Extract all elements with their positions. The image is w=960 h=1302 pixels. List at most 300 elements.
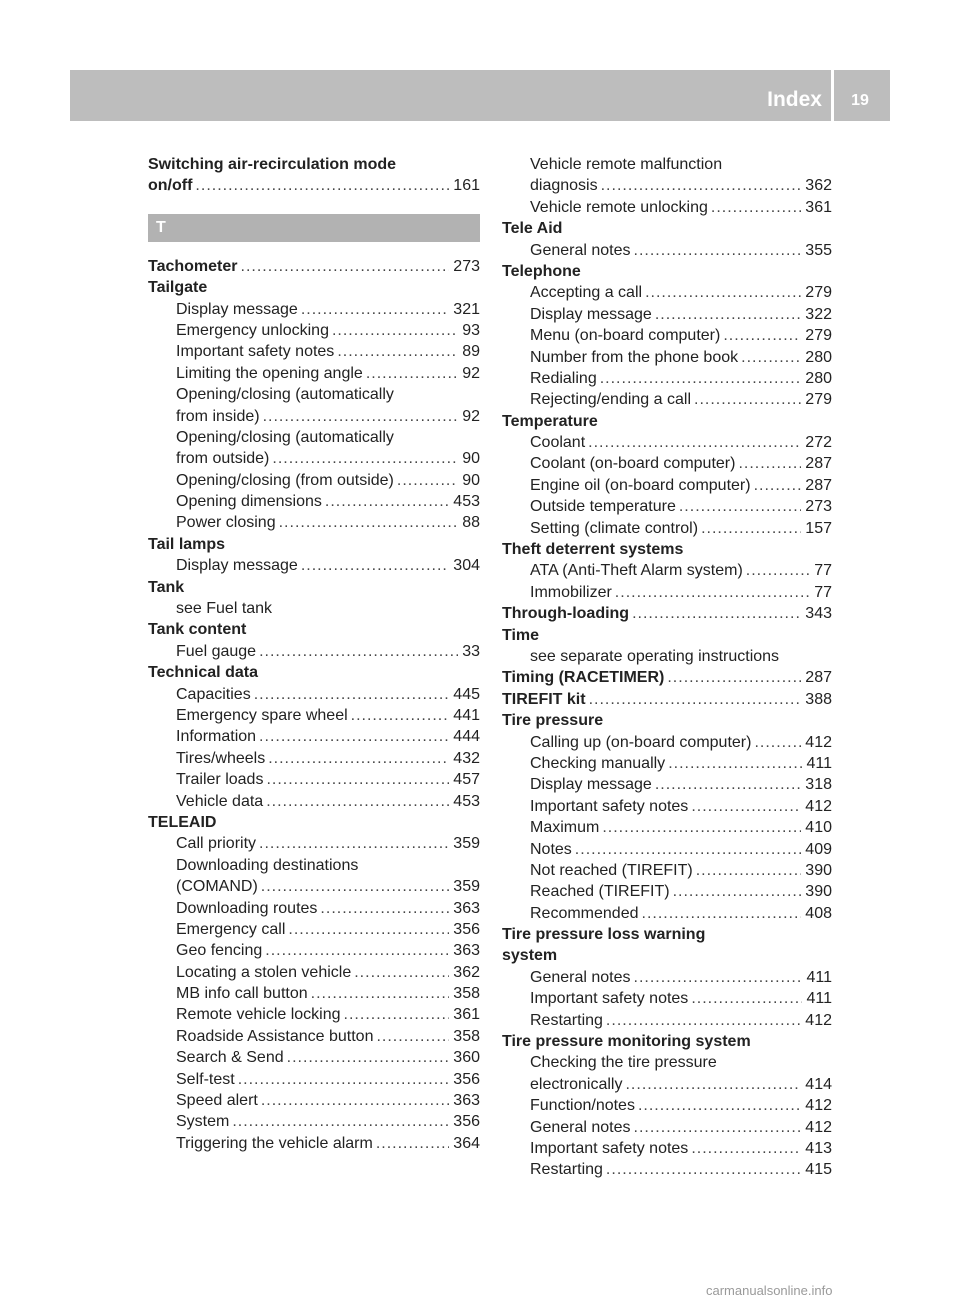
page-reference: 408 <box>805 904 832 922</box>
entry-text: see Fuel tank <box>176 600 273 618</box>
dot-leader <box>738 453 801 474</box>
page-reference: 90 <box>462 471 480 489</box>
entry-text: Display message <box>176 557 298 575</box>
index-subentry <box>148 512 480 533</box>
index-entry-heading <box>502 667 832 688</box>
dot-leader <box>625 1074 801 1095</box>
entry-text: Power closing <box>176 514 276 532</box>
index-subentry <box>148 363 480 384</box>
entry-text: Restarting <box>530 1011 603 1029</box>
dot-leader <box>311 983 450 1004</box>
entry-text: Call priority <box>176 835 257 853</box>
index-entry-heading <box>148 154 480 175</box>
index-entry-heading <box>148 534 480 555</box>
dot-leader <box>701 518 801 539</box>
entry-text: Important safety notes <box>530 990 689 1008</box>
index-subentry <box>502 304 832 325</box>
dot-leader <box>589 689 802 710</box>
index-subentry <box>502 453 832 474</box>
entry-text: Opening dimensions <box>176 493 322 511</box>
dot-leader <box>241 256 450 277</box>
entry-text: Coolant <box>530 434 586 452</box>
entry-text: (COMAND) <box>176 878 258 896</box>
entry-text: Maximum <box>530 819 600 837</box>
index-subentry <box>502 903 832 924</box>
dot-leader <box>259 726 449 747</box>
entry-text: Tachometer <box>148 257 238 275</box>
index-group-top <box>148 154 480 197</box>
entry-text: Calling up (on-board computer) <box>530 733 752 751</box>
index-entry-heading <box>502 924 832 945</box>
dot-leader <box>711 197 801 218</box>
entry-text: Number from the phone book <box>530 348 739 366</box>
entry-text: Tele Aid <box>502 220 563 238</box>
header-divider <box>831 70 834 121</box>
index-subentry <box>502 175 832 196</box>
page-reference: 279 <box>805 284 832 302</box>
page-reference: 432 <box>453 749 480 767</box>
index-subentry <box>148 320 480 341</box>
dot-leader <box>634 1117 802 1138</box>
entry-text: Speed alert <box>176 1092 258 1110</box>
page-reference: 360 <box>453 1049 480 1067</box>
entry-text: Vehicle remote unlocking <box>530 198 708 216</box>
page-reference: 272 <box>805 434 832 452</box>
page-reference: 359 <box>453 878 480 896</box>
index-subentry <box>148 491 480 512</box>
entry-text: Important safety notes <box>530 1139 689 1157</box>
index-subentry <box>502 154 832 175</box>
dot-leader <box>232 1111 449 1132</box>
index-subentry <box>502 197 832 218</box>
page-reference: 363 <box>453 942 480 960</box>
entry-text: Fuel gauge <box>176 642 257 660</box>
page-reference: 33 <box>462 642 480 660</box>
entry-text: Emergency call <box>176 920 286 938</box>
dot-leader <box>741 347 801 368</box>
page-reference: 363 <box>453 899 480 917</box>
page-reference: 414 <box>805 1075 832 1093</box>
dot-leader <box>288 919 449 940</box>
index-subentry <box>502 240 832 261</box>
page-reference: 287 <box>805 669 832 687</box>
index-column-left <box>148 154 480 1154</box>
index-entry-heading <box>502 625 832 646</box>
entry-text: Notes <box>530 840 572 858</box>
entry-text: Coolant (on-board computer) <box>530 455 736 473</box>
dot-leader <box>655 304 801 325</box>
index-subentry <box>148 427 480 448</box>
entry-text: General notes <box>530 1118 631 1136</box>
entry-text: Tire pressure monitoring system <box>502 1033 751 1051</box>
index-subentry <box>148 855 480 876</box>
entry-text: Display message <box>176 300 298 318</box>
dot-leader <box>691 988 802 1009</box>
page-reference: 445 <box>453 685 480 703</box>
dot-leader <box>279 512 459 533</box>
index-subentry <box>148 919 480 940</box>
dot-leader <box>272 448 458 469</box>
entry-text: TIREFIT kit <box>502 690 586 708</box>
page-reference: 355 <box>805 241 832 259</box>
entry-text: General notes <box>530 968 631 986</box>
index-subentry <box>148 876 480 897</box>
index-subentry <box>502 368 832 389</box>
watermark-text: carmanualsonline.info <box>706 1283 833 1298</box>
page-reference: 356 <box>453 920 480 938</box>
dot-leader <box>642 903 802 924</box>
index-subentry <box>148 684 480 705</box>
entry-text: Immobilizer <box>530 583 612 601</box>
page-reference: 89 <box>462 343 480 361</box>
page-reference: 356 <box>453 1070 480 1088</box>
dot-leader <box>261 1090 449 1111</box>
entry-text: Through-loading <box>502 605 630 623</box>
dot-leader <box>287 1047 450 1068</box>
page-reference: 92 <box>462 407 480 425</box>
page-reference: 388 <box>805 690 832 708</box>
index-subentry <box>502 988 832 1009</box>
index-subentry <box>502 817 832 838</box>
dot-leader <box>600 368 802 389</box>
entry-text: Important safety notes <box>530 797 689 815</box>
entry-text: Recommended <box>530 904 639 922</box>
index-subentry <box>502 1159 832 1180</box>
entry-text: system <box>502 947 558 965</box>
page-reference: 161 <box>453 177 480 195</box>
dot-leader <box>754 732 801 753</box>
entry-text: Checking the tire pressure <box>530 1054 717 1072</box>
index-subentry <box>148 448 480 469</box>
entry-text: Theft deterrent systems <box>502 541 684 559</box>
entry-text: Capacities <box>176 685 251 703</box>
page-reference: 361 <box>805 198 832 216</box>
index-subentry <box>502 732 832 753</box>
page-reference: 453 <box>453 792 480 810</box>
entry-text: Emergency spare wheel <box>176 706 348 724</box>
index-subentry <box>502 967 832 988</box>
entry-text: Downloading destinations <box>176 856 359 874</box>
page-reference: 410 <box>805 819 832 837</box>
index-subentry <box>148 1111 480 1132</box>
index-subentry <box>502 1095 832 1116</box>
dot-leader <box>268 748 449 769</box>
entry-text: Checking manually <box>530 754 666 772</box>
page-reference: 412 <box>805 1097 832 1115</box>
page-reference: 280 <box>805 348 832 366</box>
page-number: 19 <box>851 92 869 109</box>
index-subentry <box>148 641 480 662</box>
page-reference: 444 <box>453 728 480 746</box>
index-entry-heading <box>502 411 832 432</box>
index-subentry <box>148 1069 480 1090</box>
entry-text: Display message <box>530 776 652 794</box>
index-subentry <box>502 475 832 496</box>
dot-leader <box>337 341 458 362</box>
index-subentry <box>148 1133 480 1154</box>
index-subentry <box>502 774 832 795</box>
page-title: Index <box>767 88 822 111</box>
entry-text: Opening/closing (automatically <box>176 386 394 404</box>
entry-text: Geo fencing <box>176 942 263 960</box>
entry-text: Reached (TIREFIT) <box>530 883 670 901</box>
entry-text: Display message <box>530 305 652 323</box>
entry-text: TELEAID <box>148 813 217 831</box>
entry-text: electronically <box>530 1075 623 1093</box>
index-entry-heading <box>148 256 480 277</box>
index-subentry <box>502 1138 832 1159</box>
entry-text: Function/notes <box>530 1097 635 1115</box>
dot-leader <box>366 363 458 384</box>
index-list-right <box>502 154 832 1181</box>
dot-leader <box>259 833 449 854</box>
dot-leader <box>606 1159 801 1180</box>
dot-leader <box>332 320 458 341</box>
entry-text: Opening/closing (from outside) <box>176 471 394 489</box>
page-reference: 322 <box>805 305 832 323</box>
entry-text: Telephone <box>502 262 581 280</box>
index-entry-heading <box>502 539 832 560</box>
index-subentry <box>148 470 480 491</box>
entry-text: Roadside Assistance button <box>176 1027 374 1045</box>
index-entry-heading <box>502 603 832 624</box>
dot-leader <box>615 582 810 603</box>
index-subentry <box>502 646 832 667</box>
dot-leader <box>325 491 449 512</box>
dot-leader <box>655 774 801 795</box>
dot-leader <box>376 1026 449 1047</box>
index-subentry <box>148 833 480 854</box>
entry-text: Tail lamps <box>148 535 226 553</box>
entry-text: General notes <box>530 241 631 259</box>
dot-leader <box>254 684 450 705</box>
entry-text: see separate operating instructions <box>530 647 780 665</box>
index-subentry <box>148 940 480 961</box>
dot-leader <box>746 560 810 581</box>
dot-leader <box>588 432 801 453</box>
index-subentry <box>148 791 480 812</box>
entry-text: Emergency unlocking <box>176 321 329 339</box>
entry-text: Time <box>502 626 540 644</box>
page-reference: 362 <box>453 963 480 981</box>
entry-text: Remote vehicle locking <box>176 1006 341 1024</box>
index-subentry <box>148 1047 480 1068</box>
dot-leader <box>266 791 449 812</box>
entry-text: Self-test <box>176 1070 235 1088</box>
index-subentry <box>502 1010 832 1031</box>
index-entry-heading <box>502 261 832 282</box>
entry-text: Vehicle data <box>176 792 264 810</box>
page-reference: 157 <box>805 519 832 537</box>
page-reference: 413 <box>805 1139 832 1157</box>
entry-text: Downloading routes <box>176 899 318 917</box>
page-reference: 362 <box>805 177 832 195</box>
index-subentry <box>148 898 480 919</box>
page-reference: 358 <box>453 985 480 1003</box>
page-reference: 411 <box>806 990 832 1008</box>
dot-leader <box>691 796 801 817</box>
dot-leader <box>691 1138 801 1159</box>
entry-text: Accepting a call <box>530 284 643 302</box>
entry-text: Tailgate <box>148 279 208 297</box>
entry-text: Limiting the opening angle <box>176 364 363 382</box>
index-entry-heading <box>502 218 832 239</box>
entry-text: Information <box>176 728 257 746</box>
dot-leader <box>673 881 802 902</box>
page-reference: 90 <box>462 450 480 468</box>
page-reference: 279 <box>805 391 832 409</box>
entry-text: Tank <box>148 578 185 596</box>
dot-leader <box>606 1010 801 1031</box>
dot-leader <box>397 470 458 491</box>
index-subentry <box>502 582 832 603</box>
index-subentry <box>148 705 480 726</box>
page-reference: 359 <box>453 835 480 853</box>
index-subentry <box>148 748 480 769</box>
dot-leader <box>301 555 449 576</box>
entry-text: Locating a stolen vehicle <box>176 963 352 981</box>
entry-text: Engine oil (on-board computer) <box>530 476 751 494</box>
entry-text: Tire pressure <box>502 712 604 730</box>
page-reference: 412 <box>805 1011 832 1029</box>
index-subentry <box>148 983 480 1004</box>
page-reference: 453 <box>453 493 480 511</box>
index-subentry <box>502 1052 832 1073</box>
index-subentry <box>502 518 832 539</box>
dot-leader <box>266 769 449 790</box>
dot-leader <box>575 839 802 860</box>
page-reference: 77 <box>814 562 832 580</box>
index-subentry <box>502 347 832 368</box>
page-reference: 390 <box>805 861 832 879</box>
page-reference: 273 <box>453 257 480 275</box>
dot-leader <box>376 1133 449 1154</box>
index-subentry <box>502 796 832 817</box>
dot-leader <box>238 1069 450 1090</box>
index-entry-heading <box>148 277 480 298</box>
index-entry-heading <box>502 710 832 731</box>
entry-text: Setting (climate control) <box>530 519 699 537</box>
entry-text: on/off <box>148 177 193 195</box>
entry-text: Timing (RACETIMER) <box>502 669 665 687</box>
index-subentry <box>502 839 832 860</box>
entry-text: MB info call button <box>176 985 308 1003</box>
page-reference: 363 <box>453 1092 480 1110</box>
dot-leader <box>265 940 449 961</box>
entry-text: Tires/wheels <box>176 749 266 767</box>
page-reference: 411 <box>806 754 832 772</box>
entry-text: Opening/closing (automatically <box>176 428 394 446</box>
index-list-left <box>148 256 480 1154</box>
index-subentry <box>502 881 832 902</box>
page-reference: 279 <box>805 327 832 345</box>
entry-text: Trailer loads <box>176 771 264 789</box>
index-subentry <box>502 432 832 453</box>
dot-leader <box>694 389 801 410</box>
dot-leader <box>679 496 801 517</box>
index-subentry <box>502 282 832 303</box>
index-subentry <box>148 769 480 790</box>
index-subentry <box>148 962 480 983</box>
index-subentry <box>502 860 832 881</box>
index-subentry <box>502 753 832 774</box>
page-reference: 441 <box>453 706 480 724</box>
page-reference: 304 <box>453 557 480 575</box>
page-reference: 356 <box>453 1113 480 1131</box>
index-subentry <box>148 299 480 320</box>
dot-leader <box>601 175 802 196</box>
page-reference: 411 <box>806 968 832 986</box>
page-reference: 280 <box>805 369 832 387</box>
dot-leader <box>634 967 803 988</box>
dot-leader <box>195 175 449 196</box>
index-entry-heading <box>148 577 480 598</box>
page-reference: 390 <box>805 883 832 901</box>
dot-leader <box>668 753 802 774</box>
index-subentry <box>148 1026 480 1047</box>
page-reference: 77 <box>814 583 832 601</box>
page-reference: 93 <box>462 321 480 339</box>
page-reference: 361 <box>453 1006 480 1024</box>
index-subentry <box>148 341 480 362</box>
dot-leader <box>320 898 449 919</box>
page-reference: 88 <box>462 514 480 532</box>
dot-leader <box>638 1095 801 1116</box>
entry-text: ATA (Anti-Theft Alarm system) <box>530 562 743 580</box>
page-reference: 415 <box>805 1161 832 1179</box>
entry-text: from outside) <box>176 450 270 468</box>
dot-leader <box>696 860 802 881</box>
entry-text: Rejecting/ending a call <box>530 391 691 409</box>
dot-leader <box>754 475 802 496</box>
page-reference: 409 <box>805 840 832 858</box>
page-reference: 343 <box>805 605 832 623</box>
index-subentry <box>502 496 832 517</box>
dot-leader <box>351 705 450 726</box>
entry-text: Vehicle remote malfunction <box>530 156 723 173</box>
page-reference: 412 <box>805 797 832 815</box>
index-subentry <box>148 406 480 427</box>
page-reference: 287 <box>805 455 832 473</box>
index-entry-heading <box>148 619 480 640</box>
dot-leader <box>261 876 450 897</box>
entry-text: Tank content <box>148 621 247 639</box>
entry-text: Not reached (TIREFIT) <box>530 861 693 879</box>
index-subentry <box>148 384 480 405</box>
page-reference: 321 <box>453 300 480 318</box>
dot-leader <box>645 282 801 303</box>
index-subentry <box>502 1117 832 1138</box>
page-reference: 287 <box>805 476 832 494</box>
section-letter-header: T <box>148 214 480 242</box>
dot-leader <box>602 817 801 838</box>
dot-leader <box>634 240 802 261</box>
page-reference: 318 <box>805 776 832 794</box>
dot-leader <box>344 1004 450 1025</box>
index-entry-heading <box>148 662 480 683</box>
page-reference: 92 <box>462 364 480 382</box>
entry-text: Triggering the vehicle alarm <box>176 1134 373 1152</box>
entry-text: Redialing <box>530 369 597 387</box>
entry-text: System <box>176 1113 230 1131</box>
entry-text: Menu (on-board computer) <box>530 327 721 345</box>
dot-leader <box>259 641 458 662</box>
index-entry-heading <box>502 689 832 710</box>
index-entry-heading <box>502 1031 832 1052</box>
index-entry-heading <box>148 812 480 833</box>
index-subentry <box>148 555 480 576</box>
index-subentry <box>148 726 480 747</box>
